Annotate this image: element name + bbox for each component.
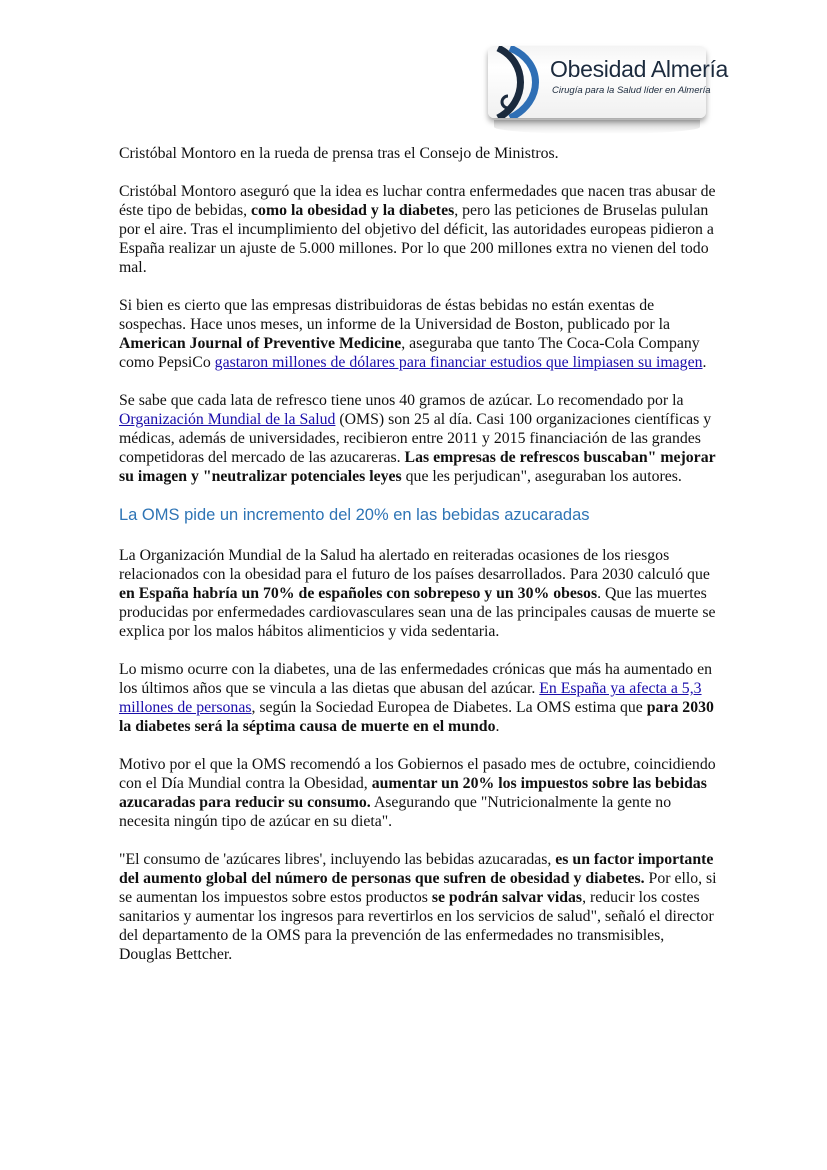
paragraph-boston-report xyxy=(119,296,719,372)
bold-text: es un factor importante del aumento global del número de personas que sufren de obesidad y diabetes. xyxy=(119,851,714,887)
paragraph-tax-recommendation xyxy=(119,755,719,831)
text: , pero las peticiones de Bruselas pululan por el aire. Tras el incumplimiento del objetivo del déficit, las autoridades europeas pidieron a España realizar un ajuste de 5.000 millones. Por lo que 200 millones extra no vienen del todo mal. xyxy=(119,202,714,276)
link-studies[interactable]: gastaron millones de dólares para financiar estudios que limpiasen su imagen xyxy=(214,354,703,371)
text: Si bien es cierto que las empresas distribuidoras de éstas bebidas no están exentas de sospechas. Hace unos meses, un informe de la Universidad de Boston, publicado por la xyxy=(119,297,671,333)
link-oms[interactable]: Organización Mundial de la Salud xyxy=(119,411,336,428)
logo-mark-icon xyxy=(488,46,558,118)
logo-shadow xyxy=(494,120,700,134)
text: . xyxy=(495,718,500,735)
text: (OMS) son 25 al día. Casi 100 organizaciones científicas y médicas, además de universidades, recibieron entre 2011 y 2015 financiación de las grandes competidoras del mercado de las azucareras. xyxy=(119,411,712,466)
logo-subtitle: Cirugía para la Salud líder en Almería xyxy=(552,85,711,96)
article-body xyxy=(119,144,719,983)
text: Por ello, si se aumentan los impuestos sobre estos productos xyxy=(119,870,717,906)
text: . xyxy=(702,354,707,371)
bold-text: en España habría un 70% de españoles con sobrepeso y un 30% obesos xyxy=(119,585,598,602)
text: Lo mismo ocurre con la diabetes, una de las enfermedades crónicas que más ha aumentado en los últimos años que se vincula a las dietas que abusan del azúcar. xyxy=(119,661,713,697)
link-diabetes-spain[interactable]: En España ya afecta a 5,3 millones de personas xyxy=(119,680,702,716)
bold-text: American Journal of Preventive Medicine xyxy=(119,335,402,352)
paragraph-quote-bettcher xyxy=(119,850,719,964)
paragraph-sugar-per-can xyxy=(119,391,719,486)
bold-text: Las empresas de refrescos buscaban" mejorar su imagen y "neutralizar potenciales leyes xyxy=(119,449,716,485)
paragraph-diabetes xyxy=(119,660,719,736)
bold-text: se podrán salvar vidas xyxy=(431,889,583,906)
image-caption: Cristóbal Montoro en la rueda de prensa tras el Consejo de Ministros. xyxy=(119,145,559,162)
text: , según la Sociedad Europea de Diabetes. La OMS estima que xyxy=(251,699,647,716)
text: que les perjudican", aseguraban los autores. xyxy=(401,468,682,485)
bold-text: para 2030 la diabetes será la séptima causa de muerte en el mundo xyxy=(119,699,714,735)
text: . Que las muertes producidas por enfermedades cardiovasculares sean una de las principales causas de muerte se explica por los malos hábitos alimenticios y vida sedentaria. xyxy=(119,585,716,640)
paragraph-oms-alert xyxy=(119,546,719,641)
text: "El consumo de 'azúcares libres', incluyendo las bebidas azucaradas, xyxy=(119,851,556,868)
section-heading: La OMS pide un incremento del 20% en las bebidas azucaradas xyxy=(119,506,590,524)
text: Cristóbal Montoro aseguró que la idea es luchar contra enfermedades que nacen tras abusar de éste tipo de bebidas, xyxy=(119,183,716,219)
text: Motivo por el que la OMS recomendó a los Gobiernos el pasado mes de octubre, coincidiendo con el Día Mundial contra la Obesidad, xyxy=(119,756,716,792)
paragraph-montoro xyxy=(119,182,719,277)
logo-title: Obesidad Almería xyxy=(550,56,729,82)
text: , reducir los costes sanitarios y aumentar los ingresos para revertirlos en los servicios de salud", señaló el director del departamento de la OMS para la prevención de las enfermedades no transmisibles, Douglas Bettcher. xyxy=(119,889,714,963)
text: , aseguraba que tanto The Coca-Cola Company como PepsiCo xyxy=(119,335,700,371)
text: Se sabe que cada lata de refresco tiene unos 40 gramos de azúcar. Lo recomendado por la xyxy=(119,392,684,409)
text: Asegurando que "Nutricionalmente la gente no necesita ningún tipo de azúcar en su dieta". xyxy=(119,794,672,830)
brand-logo xyxy=(488,46,729,138)
bold-text: aumentar un 20% los impuestos sobre las bebidas azucaradas para reducir su consumo. xyxy=(119,775,707,811)
text: La Organización Mundial de la Salud ha alertado en reiteradas ocasiones de los riesgos relacionados con la obesidad para el futuro de los países desarrollados. Para 2030 calculó que xyxy=(119,547,710,583)
bold-text: como la obesidad y la diabetes xyxy=(251,202,455,219)
